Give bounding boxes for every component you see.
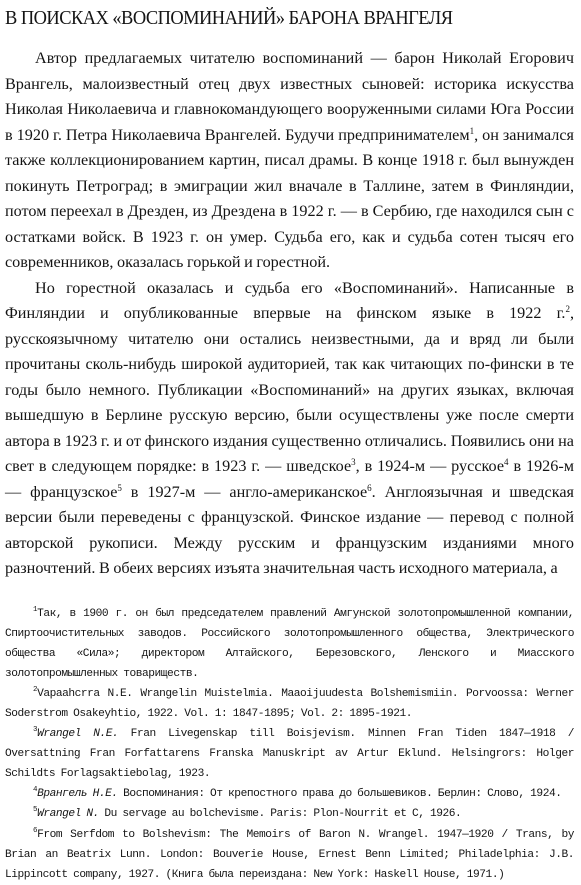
footnote-number: 1 [33, 605, 38, 614]
footnote-number: 2 [33, 685, 38, 694]
paragraph-text: , в 1924-м — русское [355, 457, 505, 475]
footnote-text: Воспоминания: От крепостного права до большевиков. Берлин: Слово, 1924. [117, 788, 562, 801]
footnote-text: Так, в 1900 г. он был председателем правлений Амгунской золотопромышленной компании, Спиртоочистительных заводов. Российского золотопромышленного общества, Электрического общества «Сила»; директором Алтайского, Березовского, Ленского и Миасского золотопромышленных товариществ. [5, 607, 574, 680]
footnote-text: Fran Livegenskap till Boisjevism. Minnen Fran Tiden 1847—1918 / Oversattning Fran Forfattarens Franska Manuskript av Artur Eklund. Helsingrors: Holger Schildts Forlagsaktiebolag, 1923. [5, 728, 574, 781]
footnote [5, 724, 574, 784]
footnote-number: 4 [33, 786, 38, 795]
footnote-text: From Serfdom to Bolshevism: The Memoirs of Baron N. Wrangel. 1947—1920 / Trans, by Brian an Beatrix Lunn. London: Bouverie House, Ernest Benn Limited; Philadelphia: J.B. Lippincott company, 1927. (Книга была переиздана: New York: Haskell House, 1971.) [5, 828, 574, 881]
footnote-author: Wrangel N.E. [37, 728, 119, 741]
footnote-ref[interactable]: 3 [351, 457, 356, 467]
paragraph [5, 276, 574, 582]
footnote-ref[interactable]: 5 [117, 482, 122, 493]
footnote [5, 825, 574, 885]
paragraph-text: , русскоязычному читателю они остались неизвестными, да и вряд ли были прочитаны сколь-нибудь широкой аудиторией, так как читающих по-фински в те годы было немного. Публикации «Воспоминаний» на других языках, включая вышедшую в Берлине русскую версию, были осуществлены уже после смерти автора в 1923 г. и от финского издания существенно отличались. Появились они на свет в следующем порядке: в 1923 г. — шведское [5, 304, 574, 475]
footnote-number: 6 [33, 826, 38, 835]
footnote [5, 684, 574, 724]
body-text [5, 46, 574, 582]
footnote [5, 604, 574, 684]
footnote [5, 784, 574, 804]
paragraph-text: , он занимался также коллекционированием картин, писал драмы. В конце 1918 г. был вынужден покинуть Петроград; в эмиграции жил вначале в Таллине, затем в Финляндии, потом переехал в Дрезден, из Дрездена в 1922 г. — в Сербию, где находился сын с остатками войск. В 1923 г. он умер. Судьба его, как и судьба сотен тысяч его современников, оказалась горькой и горестной. [5, 125, 574, 271]
footnote-ref[interactable]: 4 [504, 457, 509, 467]
paragraph-text: Но горестной оказалась и судьба его «Воспоминаний». Написанные в Финляндии и опубликованные впервые на финском языке в 1922 г. [5, 278, 574, 322]
footnote-author: Врангель Н.Е. [37, 788, 118, 801]
footnote-text: Vapaahcrra N.E. Wrangelin Muistelmia. Maaoijuudesta Bolshemismiin. Porvoossa: Werner Soderstrom Osakeyhtio, 1922. Vol. 1: 1847-1895; Vol. 2: 1895-1921. [5, 687, 574, 720]
footnotes [5, 604, 574, 885]
footnote-ref[interactable]: 2 [565, 304, 570, 314]
footnote-number: 3 [33, 726, 38, 735]
footnote-author: Wrangel N. [37, 808, 99, 821]
footnote-text: Du servage au bolchevisme. Paris: Plon-Nourrit et C, 1926. [98, 808, 462, 821]
footnote-ref[interactable]: 6 [367, 482, 372, 493]
footnote-number: 5 [33, 806, 38, 815]
paragraph-text: . Англоязычная и шведская версии были переведены с французской. Финское издание — перевод с полной авторской рукописи. Между русским и французским изданиями много разночтений. В обеих версиях изъята значительная часть исходного материала, а [5, 482, 574, 577]
paragraph [5, 46, 574, 276]
footnote [5, 804, 574, 824]
paragraph-text: в 1926-м — французское [5, 457, 575, 501]
paragraph-text: Автор предлагаемых читателю воспоминаний — барон Николай Егорович Врангель, малоизвестный отец двух известных сыновей: историка искусства Николая Николаевича и главнокомандующего вооруженными силами Юга России в 1920 г. Петра Николаевича Врангелей. Будучи предпринимателем [5, 49, 574, 144]
footnote-ref[interactable]: 1 [469, 125, 475, 136]
paragraph-text: в 1927-м — англо-американское [121, 482, 368, 501]
page-title: В ПОИСКАХ «ВОСПОМИНАНИЙ» БАРОНА ВРАНГЕЛЯ [5, 7, 453, 29]
